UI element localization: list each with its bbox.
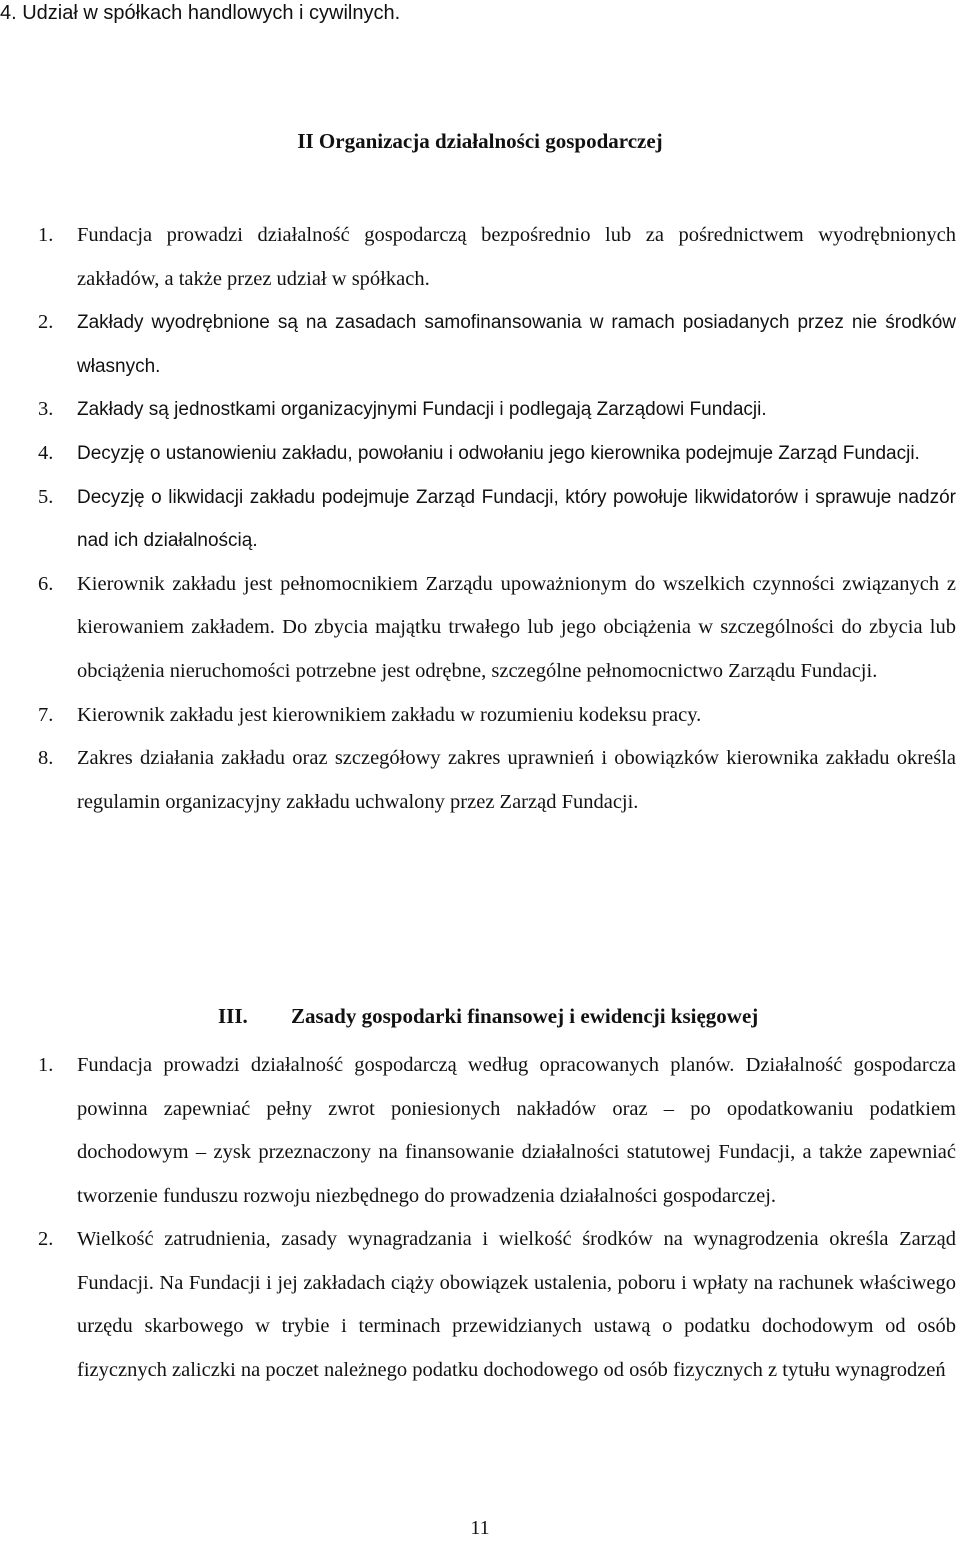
list-item-text: Decyzję o likwidacji zakładu podejmuje Zarząd Fundacji, który powołuje likwidatorów i sprawuje nadzór nad ich działalnością.	[77, 486, 956, 552]
list-item-text: Kierownik zakładu jest pełnomocnikiem Zarządu upoważnionym do wszelkich czynności związanych z kierowaniem zakładem. Do zbycia majątku trwałego lub jego obciążenia w szczególności do zbycia lub obciążenia nieruchomości potrzebne jest odrębne, szczególne pełnomocnictwo Zarządu Fundacji.	[77, 572, 956, 682]
section-heading-3	[218, 1004, 758, 1029]
page-number: 11	[470, 1517, 490, 1539]
list-item-number: 2.	[38, 1228, 54, 1250]
list-item	[38, 1218, 956, 1392]
list-item	[38, 388, 956, 432]
section-heading-number: III.	[218, 1004, 248, 1028]
list-item-text: Zakłady wyodrębnione są na zasadach samofinansowania w ramach posiadanych przez nie środków własnych.	[77, 312, 956, 377]
section-heading-2: II Organizacja działalności gospodarczej	[297, 129, 663, 153]
list-item-text: Wielkość zatrudnienia, zasady wynagradzania i wielkość środków na wynagrodzenia określa Zarząd Fundacji. Na Fundacji i jej zakładach ciąży obowiązek ustalenia, poboru i wpłaty na rachunek właściwego urzędu skarbowego w trybie i terminach przewidzianych ustawą o podatku dochodowym od osób fizycznych zaliczki na poczet należnego podatku dochodowego od osób fizycznych z tytułu wynagrodzeń	[77, 1228, 956, 1381]
list-item-number: 8.	[38, 747, 54, 770]
list-item	[38, 214, 956, 301]
list-item-number: 7.	[38, 703, 54, 726]
list-item-text: Zakłady są jednostkami organizacyjnymi Fundacji i podlegają Zarządowi Fundacji.	[77, 399, 767, 421]
list-item-number: 3.	[38, 398, 54, 421]
section-2-list	[38, 214, 956, 824]
list-item-text: Kierownik zakładu jest kierownikiem zakładu w rozumieniu kodeksu pracy.	[77, 703, 702, 726]
list-item-number: 6.	[38, 572, 54, 595]
list-item-number: 4.	[38, 441, 54, 464]
list-item	[38, 301, 956, 388]
list-item-number: 1.	[38, 1054, 54, 1076]
section-3-list	[38, 1044, 956, 1392]
list-item-number: 1.	[38, 224, 54, 246]
section-heading-title: Zasady gospodarki finansowej i ewidencji księgowej	[291, 1004, 759, 1028]
list-item-text: Decyzję o ustanowieniu zakładu, powołaniu i odwołaniu jego kierownika podejmuje Zarząd Fundacji.	[77, 442, 920, 464]
list-item-top: 4. Udział w spółkach handlowych i cywilnych.	[0, 2, 401, 24]
list-item	[38, 563, 956, 694]
list-item-number: 2.	[38, 311, 54, 334]
list-item	[38, 737, 956, 824]
list-item-text: Fundacja prowadzi działalność gospodarczą bezpośrednio lub za pośrednictwem wyodrębnionych zakładów, a także przez udział w spółkach.	[77, 224, 956, 290]
list-item	[38, 432, 956, 476]
list-item	[38, 694, 956, 738]
list-item-number: 5.	[38, 485, 54, 508]
list-item-text: Fundacja prowadzi działalność gospodarczą według opracowanych planów. Działalność gospodarcza powinna zapewniać pełny zwrot poniesionych nakładów oraz – po opodatkowaniu podatkiem dochodowym – zysk przeznaczony na finansowanie działalności statutowej Fundacji, a także zapewniać tworzenie funduszu rozwoju niezbędnego do prowadzenia działalności gospodarczej.	[77, 1054, 956, 1207]
list-item	[38, 476, 956, 563]
list-item-text: Zakres działania zakładu oraz szczegółowy zakres uprawnień i obowiązków kierownika zakładu określa regulamin organizacyjny zakładu uchwalony przez Zarząd Fundacji.	[77, 747, 956, 813]
list-item	[38, 1044, 956, 1218]
